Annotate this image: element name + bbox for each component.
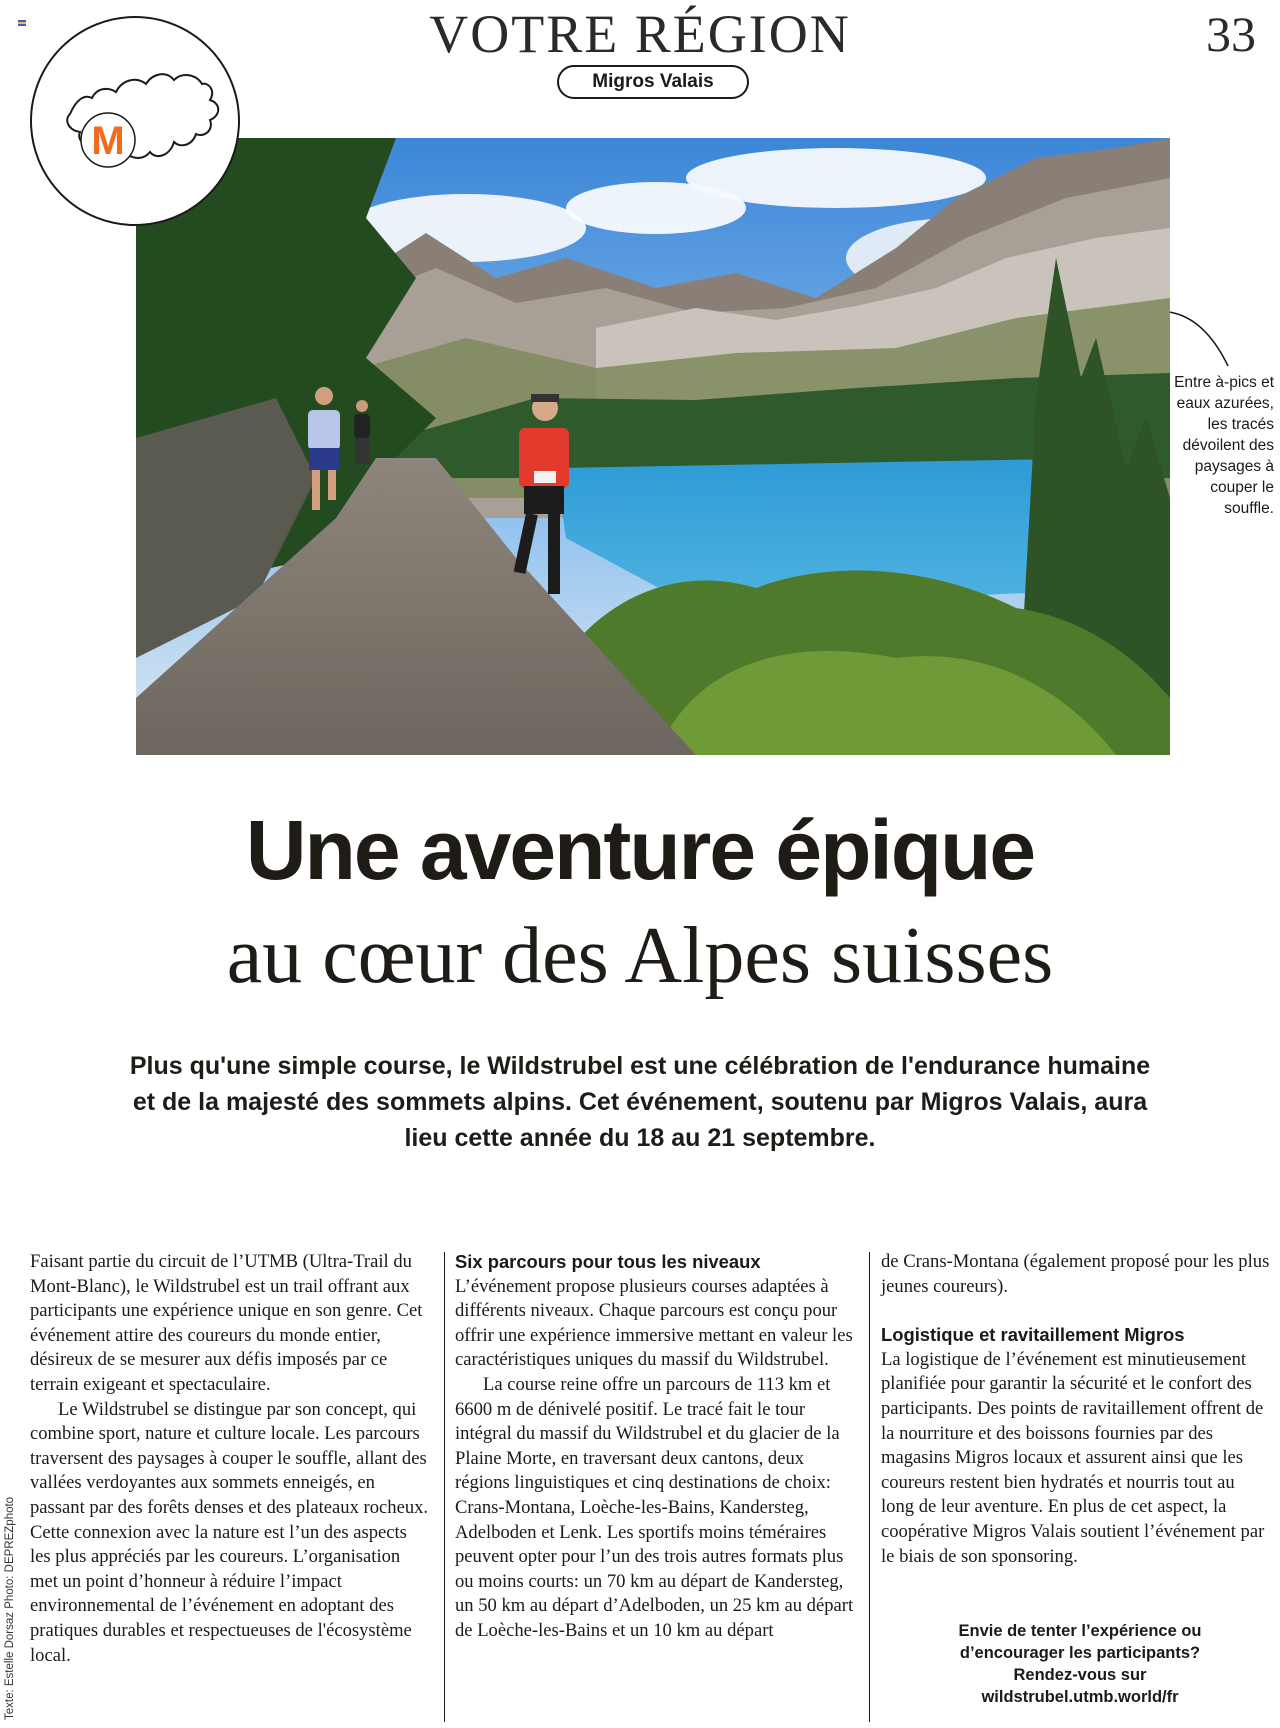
region-logo: [30, 16, 240, 226]
section-title: VOTRE RÉGION: [429, 4, 851, 64]
section-heading: Logistique et ravitaillement Migros: [881, 1324, 1185, 1346]
photo-credit: [2, 1450, 20, 1720]
cta-line: d’encourager les participants?: [959, 1644, 1201, 1662]
headline-sub: au cœur des Alpes suisses: [226, 912, 1054, 1000]
lead-paragraph: Plus qu'une simple course, le Wildstrubel est une célébration de l'endurance humaine et de la majesté des sommets alpins. Cet événement, soutenu par Migros Valais, aura lieu cette année du 18 au 21 septembre.: [129, 1052, 1151, 1152]
switzerland-map-icon: [32, 18, 238, 224]
logo-letter: M: [91, 119, 125, 163]
column-divider: [444, 1252, 445, 1722]
article-column-2: [455, 1250, 855, 1644]
article-paragraph: Faisant partie du circuit de l’UTMB (Ultra-Trail du Mont-Blanc), le Wildstrubel est un trail offrant aux participants une expérience unique en son genre. Cet événement attire des coureurs du monde entier, désireux de se mesurer aux défis imposés par ce terrain exigeant et spectaculaire.: [30, 1251, 423, 1395]
hero-photo: [136, 138, 1170, 755]
article-column-3: [881, 1250, 1271, 1569]
call-to-action: [900, 1620, 1260, 1708]
article-paragraph: Le Wildstrubel se distingue par son concept, qui combine sport, nature et culture locale. Les parcours traversent des paysages à couper le souffle, allant des vallées verdoyantes aux sommets enneigés, en passant par des forêts denses et des plateaux rocheux. Cette connexion avec la nature est l’un des aspects les plus appréciés par les coureurs. L’organisation met un point d’honneur à réduire l’impact environnemental de l’événement en adoptant des pratiques durables et respectueuses de l'écosystème local.: [30, 1398, 429, 1666]
headline-main: Une aventure épique: [245, 803, 1035, 897]
credit-text: Texte: Estelle Dorsaz Photo: DEPREZphoto: [4, 1496, 16, 1720]
cta-line: Envie de tenter l’expérience ou: [958, 1622, 1202, 1640]
cta-line: Rendez-vous sur: [1013, 1666, 1147, 1684]
article-paragraph: La logistique de l’événement est minutieusement planifiée pour garantir la sécurité et le confort des participants. Des points de ravitaillement offrent de la nourriture et des boissons fournies par des magasins Migros locaux et assurent ainsi que les coureurs restent bien hydratés et nourris tout au long de leur aventure. En plus de cet aspect, la coopérative Migros Valais soutient l’événement par le biais de son sponsoring.: [881, 1348, 1265, 1567]
article-paragraph: L’événement propose plusieurs courses adaptées à différents niveaux. Chaque parcours est conçu pour offrir une expérience immersive mettant en valeur les caractéristiques uniques du massif du Wildstrubel.: [455, 1275, 853, 1371]
cta-link[interactable]: wildstrubel.utmb.world/fr: [981, 1688, 1179, 1706]
column-divider: [869, 1252, 870, 1722]
region-pill: Migros Valais: [557, 65, 749, 99]
article-column-1: [30, 1250, 430, 1668]
article-paragraph: de Crans-Montana (également proposé pour les plus jeunes coureurs).: [881, 1251, 1270, 1297]
section-heading: Six parcours pour tous les niveaux: [455, 1251, 761, 1272]
page-number: 33: [1206, 6, 1256, 62]
article-paragraph: La course reine offre un parcours de 113 km et 6600 m de dénivelé positif. Le tracé fait le tour intégral du massif du Wildstrubel et du glacier de la Plaine Morte, en traversant deux cantons, deux régions linguistiques et cinq destinations de choix: Crans-Montana, Loèche-les-Bains, Kandersteg, Adelboden et Lenk. Les sportifs moins téméraires peuvent opter pour l’un des trois autres formats plus ou moins courts: un 70 km au départ de Kandersteg, un 50 km au départ d’Adelboden, un 25 km au départ de Loèche-les-Bains et un 10 km au départ: [455, 1373, 854, 1641]
photo-caption: Entre à-pics et eaux azurées, les tracés dévoilent des paysages à couper le souffle.: [1174, 374, 1274, 517]
